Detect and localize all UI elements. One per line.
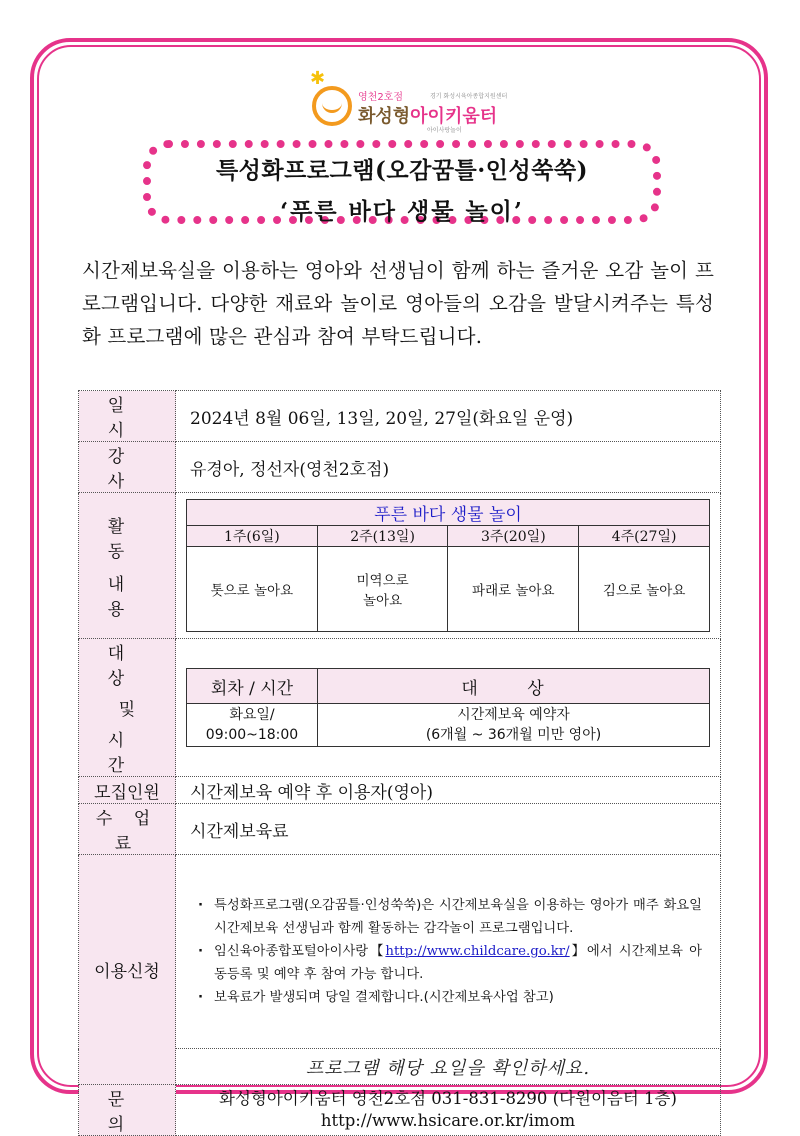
activity-4: 김으로 놀아요 xyxy=(579,547,710,632)
target-cell xyxy=(176,639,721,777)
date-label: 일 시 xyxy=(79,391,176,442)
recruit-value: 시간제보육 예약 후 이용자(영아) xyxy=(176,777,721,804)
target-who: 시간제보육 예약자 (6개월 ~ 36개월 미만 영아) xyxy=(318,704,710,747)
teacher-value: 유경아, 정선자(영천2호점) xyxy=(176,442,721,493)
logo-name-b: 아이키움터 xyxy=(410,106,498,127)
target-head-who: 대 상 xyxy=(318,669,710,704)
intro-paragraph: 시간제보육실을 이용하는 영아와 선생님이 함께 하는 즐거운 오감 놀이 프로그램입니다. 다양한 재료와 놀이로 영아들의 오감을 발달시켜주는 특성화 프로그램에 많은 관심과 참여 부탁드립니다. xyxy=(82,259,714,348)
apply-item-1: · 특성화프로그램(오감꿈틀·인성쑥쑥)은 시간제보육실을 이용하는 영아가 매주 화요일 시간제보육 선생님과 함께 활동하는 감각놀이 프로그램입니다. xyxy=(198,894,702,940)
title-box xyxy=(143,140,661,224)
recruit-label: 모집인원 xyxy=(79,777,176,804)
week-3: 3주(20일) xyxy=(448,526,579,547)
activity-3: 파래로 놀아요 xyxy=(448,547,579,632)
week-2: 2주(13일) xyxy=(317,526,448,547)
info-table xyxy=(78,390,721,1136)
contact-line-1: 화성형아이키움터 영천2호점 031-831-8290 (다원이음터 1층) xyxy=(219,1089,677,1108)
activity-1: 톳으로 놀아요 xyxy=(187,547,318,632)
target-time: 화요일/ 09:00~18:00 xyxy=(187,704,318,747)
teacher-label: 강 사 xyxy=(79,442,176,493)
apply-list xyxy=(176,894,720,1009)
apply-label: 이용신청 xyxy=(79,855,176,1085)
fee-label: 수 업 료 xyxy=(79,804,176,855)
activity-label: 활 동 내 용 xyxy=(79,493,176,639)
contact-cell xyxy=(176,1085,721,1136)
title-line-1: 특성화프로그램(오감꿈틀·인성쑥쑥) xyxy=(215,157,589,184)
contact-link[interactable]: http://www.hsicare.or.kr/imom xyxy=(320,1111,576,1130)
star-icon: ✱ xyxy=(310,68,326,89)
title-line-2: ‘푸른 바다 생물 놀이’ xyxy=(280,198,524,225)
fee-value: 시간제보육료 xyxy=(176,804,721,855)
target-table xyxy=(186,668,710,747)
apply-item-3: · 보육료가 발생되며 당일 결제합니다.(시간제보육사업 참고) xyxy=(198,986,702,1009)
apply-cell xyxy=(176,855,721,1049)
activity-2: 미역으로 놀아요 xyxy=(317,547,448,632)
logo-branch: 영천2호점 xyxy=(358,92,404,103)
activity-cell xyxy=(176,493,721,639)
week-4: 4주(27일) xyxy=(579,526,710,547)
notice: 프로그램 해당 요일을 확인하세요. xyxy=(176,1049,721,1085)
logo-tiny-text: 경기 화성시육아종합지원센터 xyxy=(430,93,508,100)
contact-label: 문 의 xyxy=(79,1085,176,1136)
logo-name-a: 화성형 xyxy=(358,106,411,127)
week-1: 1주(6일) xyxy=(187,526,318,547)
date-value: 2024년 8월 06일, 13일, 20일, 27일(화요일 운영) xyxy=(176,391,721,442)
activity-title: 푸른 바다 생물 놀이 xyxy=(187,500,710,526)
apply-item-2: · 임신육아종합포털아이사랑【http://www.childcare.go.kr/】에서 시간제보육 아동등록 및 예약 후 참여 가능 합니다. xyxy=(198,940,702,986)
activity-table xyxy=(186,499,710,632)
target-label: 대 상 및 시 간 xyxy=(79,639,176,777)
logo xyxy=(310,70,510,140)
target-head-time: 회차 / 시간 xyxy=(187,669,318,704)
logo-sub: 아이사랑놀이 xyxy=(427,127,462,134)
childcare-link[interactable]: http://www.childcare.go.kr/ xyxy=(385,944,570,959)
